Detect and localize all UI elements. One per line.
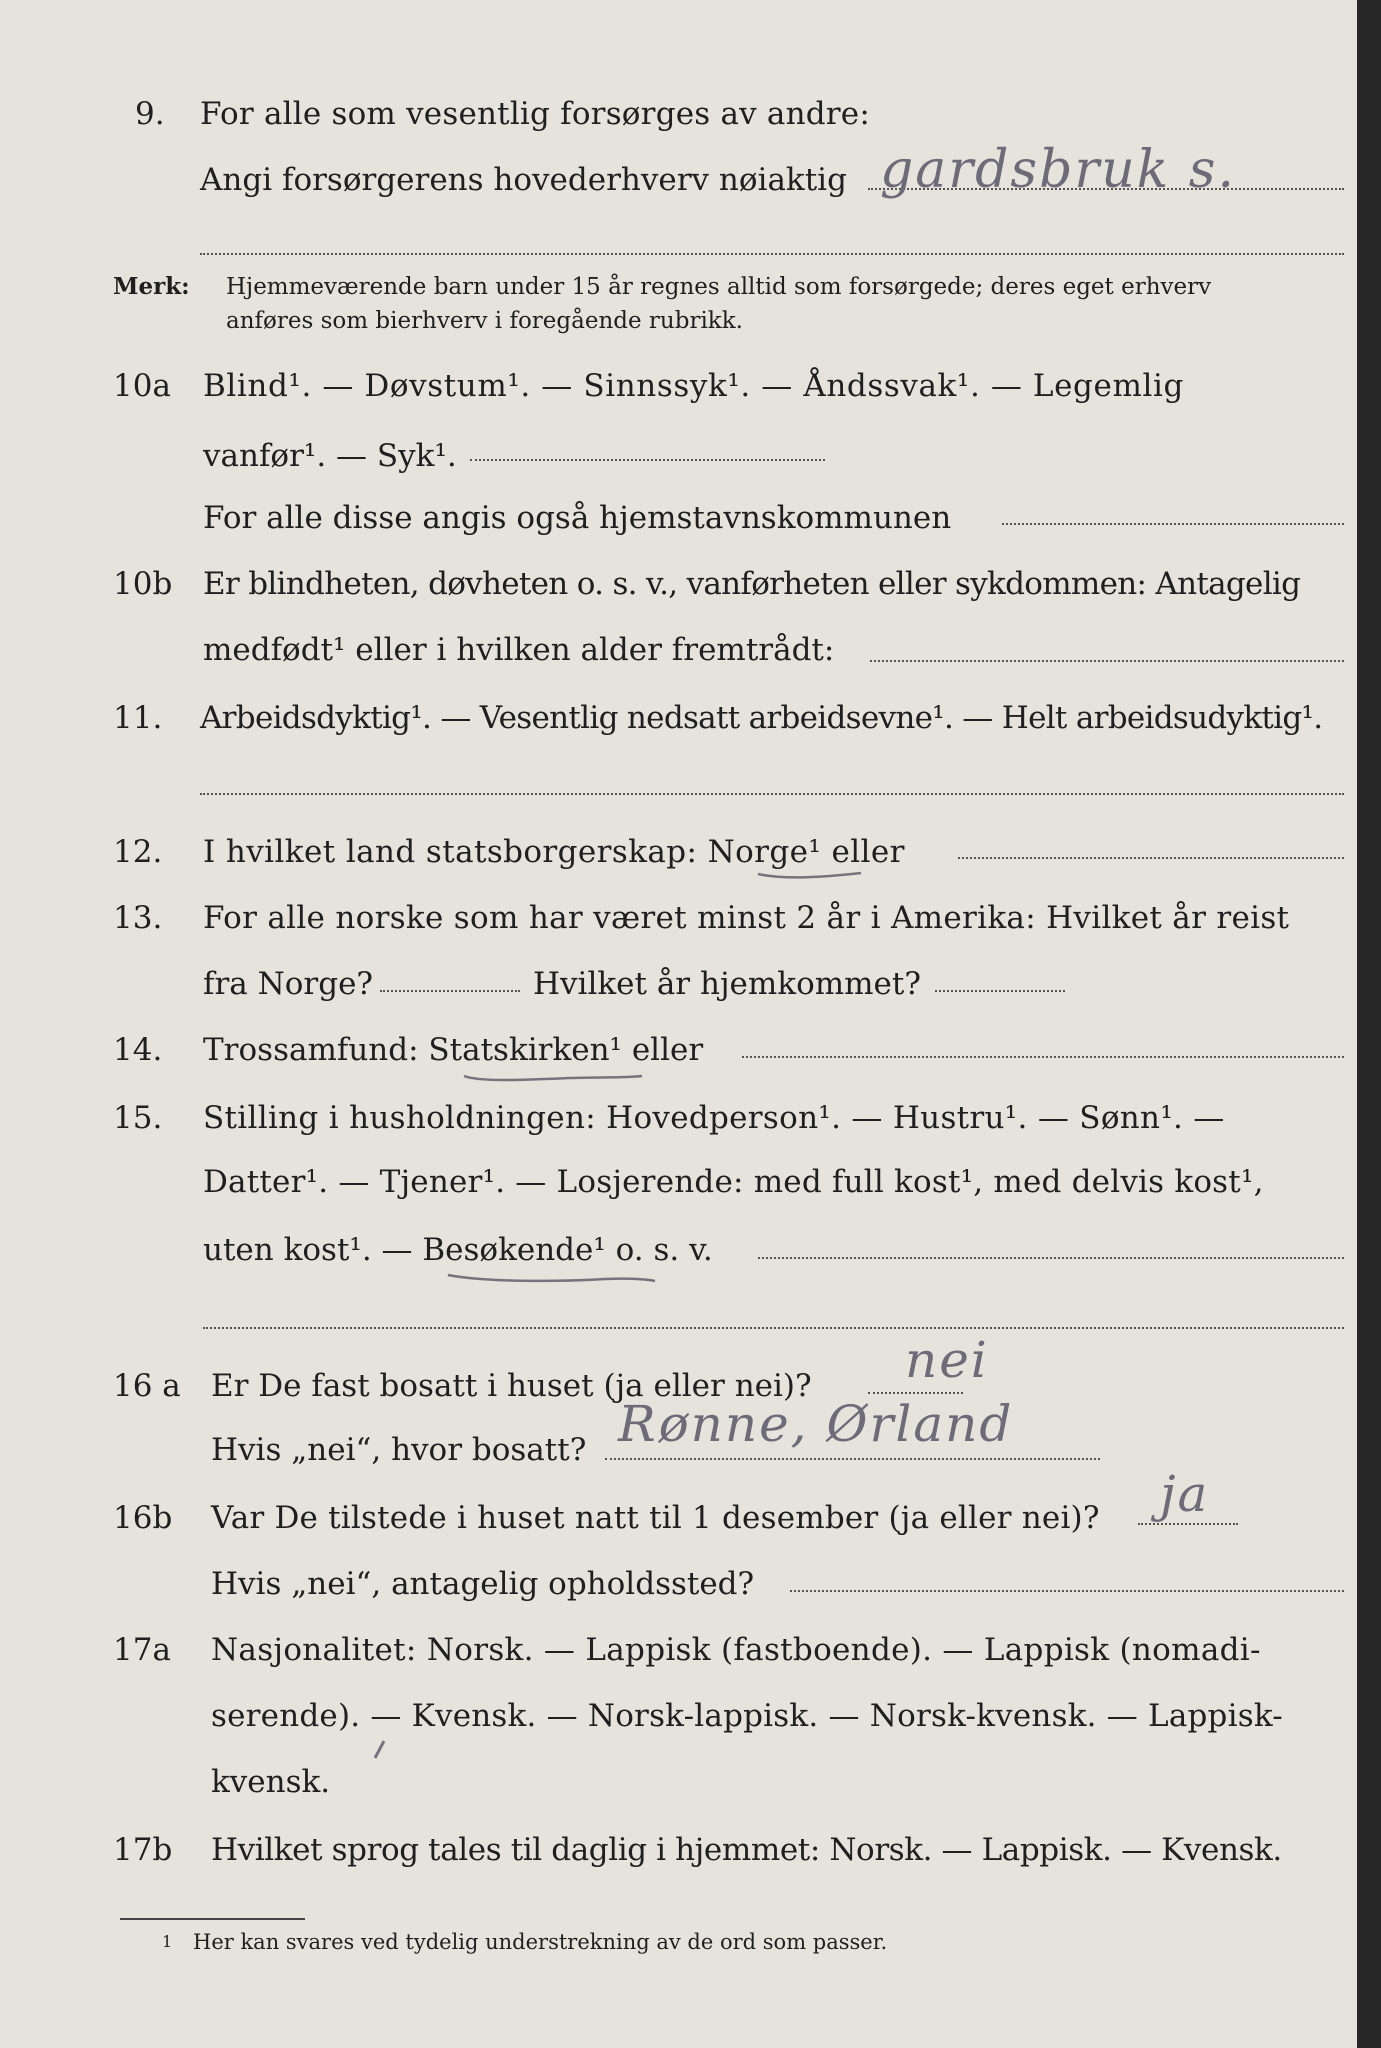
q16b-answer1-handwriting: ja: [1160, 1465, 1210, 1523]
q17a-line2: serende). — Kvensk. — Norsk-lappisk. — Norsk-kvensk. — Lappisk-: [211, 1698, 1283, 1734]
q16b-line2: Hvis „nei“, antagelig opholdssted?: [211, 1566, 755, 1602]
q16a-line2: Hvis „nei“, hvor bosatt?: [211, 1432, 587, 1468]
q9-number: 9.: [135, 96, 165, 132]
q17b-number: 17b: [113, 1832, 173, 1868]
q14-line1: Trossamfund: Statskirken¹ eller: [203, 1032, 704, 1068]
q16a-answer1-handwriting: nei: [905, 1331, 989, 1389]
q15-extra-line: [203, 1327, 1344, 1329]
q10a-line1: Blind¹. — Døvstum¹. — Sinnssyk¹. — Åndssvak¹. — Legemlig: [203, 368, 1184, 404]
q12-dots: [958, 857, 1344, 859]
scan-dark-edge: [1357, 0, 1381, 2048]
q16a-answer2-handwriting: Rønne, Ørland: [618, 1395, 1014, 1453]
q9-answer-handwriting: gardsbruk s.: [880, 140, 1237, 200]
q16a-number: 16 a: [113, 1368, 181, 1404]
q17a-line3: kvensk.: [211, 1764, 331, 1800]
footnote-text: Her kan svares ved tydelig understrekning av de ord som passer.: [193, 1930, 888, 1954]
q14-number: 14.: [113, 1032, 163, 1068]
q17a-line1: Nasjonalitet: Norsk. — Lappisk (fastboende). — Lappisk (nomadi-: [211, 1632, 1261, 1668]
q12-number: 12.: [113, 834, 163, 870]
q15-besokende-underline: [445, 1270, 660, 1286]
q10b-line1: Er blindheten, døvheten o. s. v., vanførheten eller sykdommen: Antagelig: [203, 566, 1301, 602]
q11-extra-line: [200, 793, 1344, 795]
q13-number: 13.: [113, 900, 163, 936]
q17b-line1: Hvilket sprog tales til daglig i hjemmet: Norsk. — Lappisk. — Kvensk.: [211, 1832, 1282, 1868]
q11-number: 11.: [113, 700, 163, 736]
q13-line1: For alle norske som har været minst 2 år i Amerika: Hvilket år reist: [203, 900, 1290, 936]
q16b-line1: Var De tilstede i huset natt til 1 desember (ja eller nei)?: [211, 1500, 1100, 1536]
q10a-line2-dots: [470, 459, 825, 461]
q10a-line3-dots: [1002, 523, 1344, 525]
q16a-line1: Er De fast bosatt i huset (ja eller nei)?: [211, 1368, 812, 1404]
q13-dots-a: [380, 990, 520, 992]
q17a-number: 17a: [113, 1632, 171, 1668]
q16b-number: 16b: [113, 1500, 173, 1536]
q9-line2: Angi forsørgerens hovederhverv nøiaktig: [200, 162, 847, 198]
q10b-line2: medfødt¹ eller i hvilken alder fremtrådt:: [203, 632, 835, 668]
merk-line1: Hjemmeværende barn under 15 år regnes alltid som forsørgede; deres eget erhverv: [226, 274, 1212, 300]
merk-label: Merk:: [113, 273, 190, 300]
q10b-line2-dots: [870, 660, 1344, 662]
q14-statskirken-underline: [460, 1068, 645, 1086]
q10a-number: 10a: [113, 368, 171, 404]
q12-norge-underline: [755, 868, 865, 882]
q13-line2b: Hvilket år hjemkommet?: [533, 966, 921, 1002]
q13-dots-b: [935, 990, 1065, 992]
q11-line1: Arbeidsdyktig¹. — Vesentlig nedsatt arbeidsevne¹. — Helt arbeidsudyktig¹.: [200, 700, 1323, 736]
q12-line1: I hvilket land statsborgerskap: Norge¹ eller: [203, 834, 905, 870]
q9-extra-line: [200, 253, 1344, 255]
q10a-line3: For alle disse angis også hjemstavnskommunen: [203, 500, 952, 536]
footnote-rule: [120, 1918, 305, 1920]
q10b-number: 10b: [113, 566, 173, 602]
q10a-line2: vanfør¹. — Syk¹.: [203, 438, 457, 474]
q16a-dots2: [605, 1458, 1100, 1460]
q13-line2a: fra Norge?: [203, 966, 374, 1002]
q15-line3: uten kost¹. — Besøkende¹ o. s. v.: [203, 1232, 713, 1268]
q15-number: 15.: [113, 1100, 163, 1136]
q15-dots: [758, 1257, 1344, 1259]
q16b-dots2: [790, 1590, 1344, 1592]
footnote-mark: 1: [162, 1932, 173, 1951]
q17a-check-mark: [370, 1738, 390, 1762]
q15-line2: Datter¹. — Tjener¹. — Losjerende: med full kost¹, med delvis kost¹,: [203, 1164, 1264, 1200]
q9-line1: For alle som vesentlig forsørges av andre:: [200, 96, 870, 132]
merk-line2: anføres som bierhverv i foregående rubrikk.: [226, 308, 743, 334]
q15-line1: Stilling i husholdningen: Hovedperson¹. — Hustru¹. — Sønn¹. —: [203, 1100, 1225, 1136]
q14-dots: [742, 1056, 1344, 1058]
